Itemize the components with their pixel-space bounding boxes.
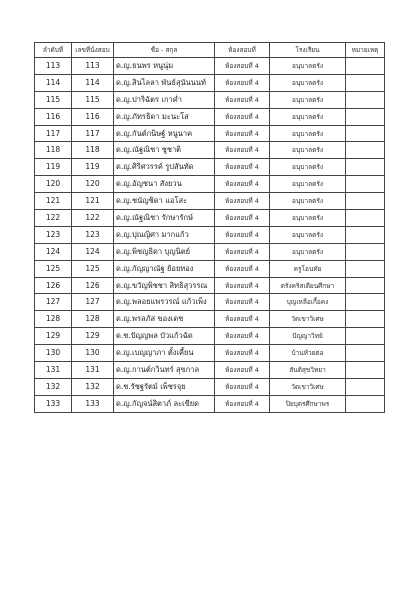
order-number-cell: 119	[35, 159, 72, 176]
order-number-cell: 114	[35, 74, 72, 91]
school-cell: ตรังคริสเตียนศึกษา	[270, 277, 346, 294]
table-body	[35, 58, 385, 413]
header-seat-number: เลขที่นั่งสอบ	[72, 43, 114, 58]
school-cell: สันติสุขวิทยา	[270, 362, 346, 379]
table-row	[35, 226, 385, 243]
table-row	[35, 108, 385, 125]
student-name-cell: ด.ญ.ศิริศวรรค์ รูปสันทัด	[114, 159, 215, 176]
table-row	[35, 362, 385, 379]
seat-number-cell: 116	[72, 108, 114, 125]
order-number-cell: 123	[35, 226, 72, 243]
seat-number-cell: 113	[72, 58, 114, 75]
exam-room-cell: ห้องสอบที่ 4	[215, 260, 270, 277]
remarks-cell	[346, 58, 385, 75]
exam-room-cell: ห้องสอบที่ 4	[215, 294, 270, 311]
school-cell: อนุบาลตรัง	[270, 91, 346, 108]
exam-room-cell: ห้องสอบที่ 4	[215, 210, 270, 227]
table-row	[35, 91, 385, 108]
table-row	[35, 159, 385, 176]
table-row	[35, 193, 385, 210]
seat-number-cell: 114	[72, 74, 114, 91]
table-row	[35, 74, 385, 91]
student-name-cell: ด.ญ.ขวัญพิชชา สิทธิสุวรรณ	[114, 277, 215, 294]
remarks-cell	[346, 395, 385, 412]
school-cell: ปัญญาวิทย์	[270, 328, 346, 345]
seat-number-cell: 133	[72, 395, 114, 412]
student-name-cell: ด.ญ.กัญจน์สิตาภ์ ละเขียด	[114, 395, 215, 412]
student-name-cell: ด.ญ.เบญญาภา ตั้งเคี้ยน	[114, 345, 215, 362]
exam-room-cell: ห้องสอบที่ 4	[215, 362, 270, 379]
table-header-row	[35, 43, 385, 58]
seat-number-cell: 130	[72, 345, 114, 362]
exam-room-cell: ห้องสอบที่ 4	[215, 91, 270, 108]
table-row	[35, 378, 385, 395]
order-number-cell: 129	[35, 328, 72, 345]
order-number-cell: 132	[35, 378, 72, 395]
exam-room-cell: ห้องสอบที่ 4	[215, 193, 270, 210]
table-row	[35, 277, 385, 294]
student-name-cell: ด.ช.ปัญญพล บัวแก้วฉัด	[114, 328, 215, 345]
order-number-cell: 124	[35, 243, 72, 260]
school-cell: อนุบาลตรัง	[270, 58, 346, 75]
seat-number-cell: 127	[72, 294, 114, 311]
exam-room-cell: ห้องสอบที่ 4	[215, 125, 270, 142]
remarks-cell	[346, 311, 385, 328]
table-row	[35, 210, 385, 227]
seat-number-cell: 121	[72, 193, 114, 210]
remarks-cell	[346, 277, 385, 294]
seat-number-cell: 129	[72, 328, 114, 345]
seat-number-cell: 117	[72, 125, 114, 142]
table-row	[35, 176, 385, 193]
student-name-cell: ด.ญ.ธนพร หนูนุ่ม	[114, 58, 215, 75]
student-name-cell: ด.ญ.ณัฐณิชา รักษารักษ์	[114, 210, 215, 227]
table-row	[35, 311, 385, 328]
student-name-cell: ด.ญ.ณัฐณิชา ชูชาติ	[114, 142, 215, 159]
order-number-cell: 133	[35, 395, 72, 412]
table-row	[35, 142, 385, 159]
table-row	[35, 243, 385, 260]
exam-room-cell: ห้องสอบที่ 4	[215, 108, 270, 125]
order-number-cell: 121	[35, 193, 72, 210]
header-remarks: หมายเหตุ	[346, 43, 385, 58]
header-order-number: ลำดับที่	[35, 43, 72, 58]
school-cell: ปิยบุตรศึกษาพร	[270, 395, 346, 412]
remarks-cell	[346, 125, 385, 142]
order-number-cell: 117	[35, 125, 72, 142]
exam-room-cell: ห้องสอบที่ 4	[215, 378, 270, 395]
order-number-cell: 125	[35, 260, 72, 277]
student-name-cell: ด.ญ.กานต์กวินทร์ สุขกาล	[114, 362, 215, 379]
order-number-cell: 113	[35, 58, 72, 75]
seat-number-cell: 115	[72, 91, 114, 108]
table-row	[35, 328, 385, 345]
remarks-cell	[346, 210, 385, 227]
exam-room-cell: ห้องสอบที่ 4	[215, 159, 270, 176]
remarks-cell	[346, 345, 385, 362]
student-name-cell: ด.ญ.พลอยแพรวรณ์ แก้วเพ็ง	[114, 294, 215, 311]
order-number-cell: 120	[35, 176, 72, 193]
school-cell: อนุบาลตรัง	[270, 210, 346, 227]
remarks-cell	[346, 260, 385, 277]
exam-room-cell: ห้องสอบที่ 4	[215, 328, 270, 345]
order-number-cell: 127	[35, 294, 72, 311]
school-cell: วัดเขาวิเศษ	[270, 378, 346, 395]
order-number-cell: 126	[35, 277, 72, 294]
seat-number-cell: 126	[72, 277, 114, 294]
student-name-cell: ด.ญ.ชนัญชิดา แอโสะ	[114, 193, 215, 210]
student-name-cell: ด.ญ.อัญชนา สังยวน	[114, 176, 215, 193]
school-cell: อนุบาลตรัง	[270, 125, 346, 142]
order-number-cell: 131	[35, 362, 72, 379]
exam-room-cell: ห้องสอบที่ 4	[215, 277, 270, 294]
student-name-cell: ด.ญ.ปาริฉัตร เกาค่ำ	[114, 91, 215, 108]
remarks-cell	[346, 294, 385, 311]
remarks-cell	[346, 159, 385, 176]
exam-room-cell: ห้องสอบที่ 4	[215, 345, 270, 362]
order-number-cell: 115	[35, 91, 72, 108]
remarks-cell	[346, 142, 385, 159]
order-number-cell: 118	[35, 142, 72, 159]
seat-number-cell: 123	[72, 226, 114, 243]
exam-room-cell: ห้องสอบที่ 4	[215, 142, 270, 159]
table-row	[35, 395, 385, 412]
student-name-cell: ด.ญ.ภัทรธิดา มะนะโส	[114, 108, 215, 125]
exam-room-cell: ห้องสอบที่ 4	[215, 243, 270, 260]
school-cell: อนุบาลตรัง	[270, 243, 346, 260]
remarks-cell	[346, 243, 385, 260]
remarks-cell	[346, 328, 385, 345]
header-school: โรงเรียน	[270, 43, 346, 58]
student-name-cell: ด.ญ.กัญญาณัฐ ย้อยทอง	[114, 260, 215, 277]
seat-number-cell: 122	[72, 210, 114, 227]
seat-number-cell: 131	[72, 362, 114, 379]
school-cell: วัดเขาวิเศษ	[270, 311, 346, 328]
table-row	[35, 260, 385, 277]
exam-room-cell: ห้องสอบที่ 4	[215, 176, 270, 193]
remarks-cell	[346, 193, 385, 210]
order-number-cell: 122	[35, 210, 72, 227]
exam-room-cell: ห้องสอบที่ 4	[215, 74, 270, 91]
school-cell: อนุบาลตรัง	[270, 74, 346, 91]
seat-number-cell: 124	[72, 243, 114, 260]
student-name-cell: ด.ญ.พิชญธิดา บุญนิตย์	[114, 243, 215, 260]
school-cell: อนุบาลตรัง	[270, 142, 346, 159]
order-number-cell: 116	[35, 108, 72, 125]
seat-number-cell: 120	[72, 176, 114, 193]
school-cell: ครูโอนทัย	[270, 260, 346, 277]
exam-room-cell: ห้องสอบที่ 4	[215, 58, 270, 75]
seat-number-cell: 125	[72, 260, 114, 277]
exam-room-cell: ห้องสอบที่ 4	[215, 395, 270, 412]
header-exam-room: ห้องสอบที่	[215, 43, 270, 58]
table-row	[35, 125, 385, 142]
school-cell: อนุบาลตรัง	[270, 176, 346, 193]
seat-number-cell: 119	[72, 159, 114, 176]
school-cell: อนุบาลตรัง	[270, 226, 346, 243]
seat-number-cell: 132	[72, 378, 114, 395]
order-number-cell: 128	[35, 311, 72, 328]
remarks-cell	[346, 176, 385, 193]
student-name-cell: ด.ญ.สินไลลา พันธ์สุนันนนท์	[114, 74, 215, 91]
remarks-cell	[346, 362, 385, 379]
school-cell: บุญเหลือเกื้อคง	[270, 294, 346, 311]
remarks-cell	[346, 226, 385, 243]
school-cell: บ้านห้วยต่อ	[270, 345, 346, 362]
exam-seating-table	[34, 42, 385, 413]
student-name-cell: ด.ญ.ปุณญิศา มากแก้ว	[114, 226, 215, 243]
school-cell: อนุบาลตรัง	[270, 159, 346, 176]
seat-number-cell: 118	[72, 142, 114, 159]
student-name-cell: ด.ช.รัชฐรัตม์ เพ็ชรจุย	[114, 378, 215, 395]
remarks-cell	[346, 378, 385, 395]
remarks-cell	[346, 91, 385, 108]
remarks-cell	[346, 108, 385, 125]
table-row	[35, 345, 385, 362]
table-row	[35, 294, 385, 311]
table-row	[35, 58, 385, 75]
header-name: ชื่อ - สกุล	[114, 43, 215, 58]
exam-room-cell: ห้องสอบที่ 4	[215, 311, 270, 328]
order-number-cell: 130	[35, 345, 72, 362]
school-cell: อนุบาลตรัง	[270, 108, 346, 125]
student-name-cell: ด.ญ.พรลภัส ของเดช	[114, 311, 215, 328]
student-name-cell: ด.ญ.กันต์กนิษฐ์ หนูนาค	[114, 125, 215, 142]
school-cell: อนุบาลตรัง	[270, 193, 346, 210]
exam-room-cell: ห้องสอบที่ 4	[215, 226, 270, 243]
remarks-cell	[346, 74, 385, 91]
seat-number-cell: 128	[72, 311, 114, 328]
